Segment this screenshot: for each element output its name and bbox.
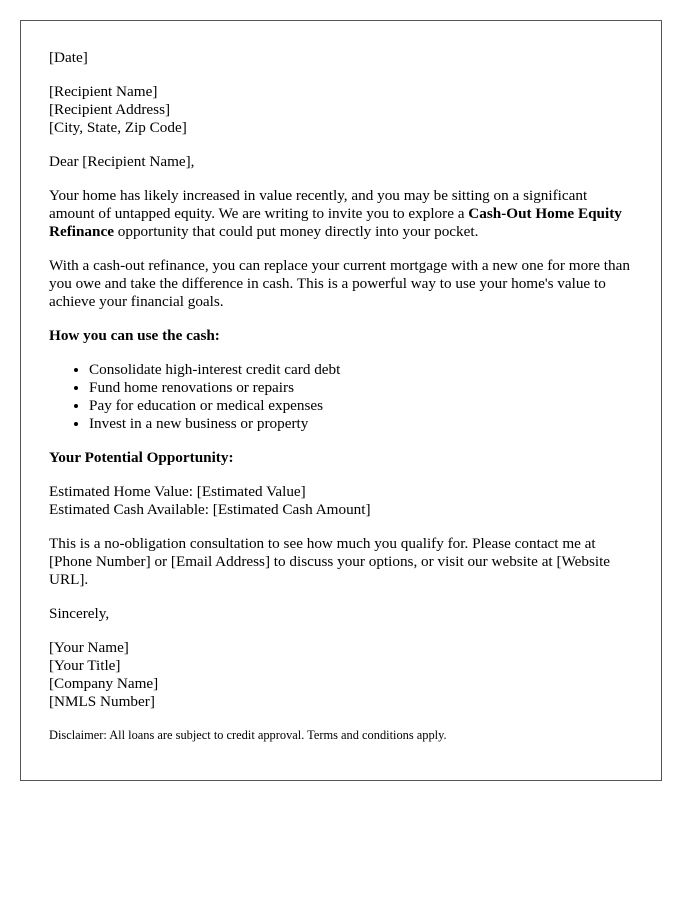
estimated-home-value: Estimated Home Value: [Estimated Value]: [49, 483, 306, 500]
uses-list-item: • Consolidate high-interest credit card debt: [89, 361, 633, 379]
recipient-name: [Recipient Name]: [49, 83, 158, 100]
sender-name: [Your Name]: [49, 639, 129, 656]
closing: Sincerely,: [49, 605, 110, 622]
uses-list-item: • Fund home renovations or repairs: [89, 379, 633, 397]
sender-company: [Company Name]: [49, 675, 159, 692]
estimated-cash-available: Estimated Cash Available: [Estimated Cash Amount]: [49, 501, 371, 518]
explanation-paragraph: With a cash-out refinance, you can replace your current mortgage with a new one for more than you owe and take the difference in cash. This is a powerful way to use your home's value to achieve your financial goals.: [49, 257, 630, 310]
sender-nmls: [NMLS Number]: [49, 693, 155, 710]
uses-list-item: • Invest in a new business or property: [89, 415, 633, 433]
uses-heading: How you can use the cash:: [49, 327, 220, 344]
sender-signature-block: [49, 639, 633, 711]
uses-list: [49, 361, 633, 433]
sender-title: [Your Title]: [49, 657, 121, 674]
intro-text-end: opportunity that could put money directly into your pocket.: [113, 223, 479, 240]
recipient-address: [Recipient Address]: [49, 101, 171, 118]
intro-highlight: Cash-Out Home Equity Refinance: [49, 205, 622, 240]
letter-date: [Date]: [49, 49, 88, 66]
letter-page: [20, 20, 662, 781]
contact-paragraph: This is a no-obligation consultation to see how much you qualify for. Please contact me at [Phone Number] or [Email Address] to discuss your options, or visit our website at [Website URL].: [49, 535, 611, 588]
opportunity-values: [49, 483, 633, 519]
disclaimer: Disclaimer: All loans are subject to credit approval. Terms and conditions apply.: [49, 728, 447, 742]
intro-paragraph: [49, 187, 633, 241]
salutation: Dear [Recipient Name],: [49, 153, 195, 170]
recipient-address-block: [49, 83, 633, 137]
recipient-city-state-zip: [City, State, Zip Code]: [49, 119, 187, 136]
opportunity-heading: Your Potential Opportunity:: [49, 449, 234, 466]
uses-list-item: • Pay for education or medical expenses: [89, 397, 633, 415]
intro-text-start: Your home has likely increased in value recently, and you may be sitting on a significant amount of untapped equity. We are writing to invite you to explore a: [49, 187, 588, 222]
